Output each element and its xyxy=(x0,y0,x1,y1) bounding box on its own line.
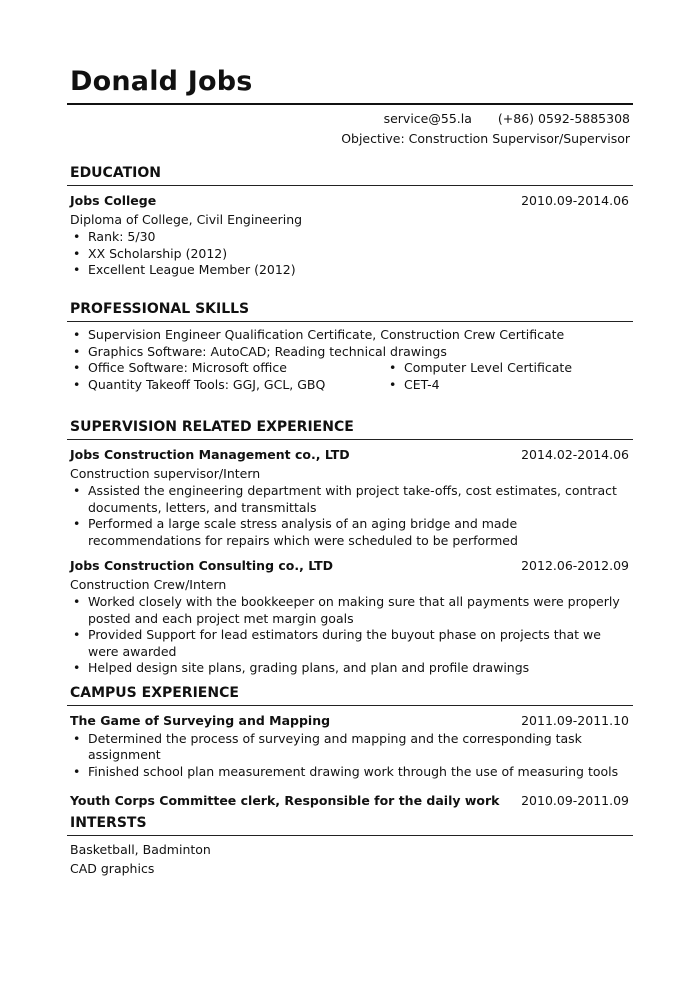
header-rule xyxy=(67,103,633,105)
skills-bullets xyxy=(70,327,633,360)
campus-row xyxy=(70,792,633,811)
list-item: • Computer Level Certificate xyxy=(386,360,626,377)
job-row xyxy=(70,446,633,465)
activity-bullets xyxy=(70,731,633,781)
section-title: CAMPUS EXPERIENCE xyxy=(70,685,239,701)
job-dates: 2012.06-2012.09 xyxy=(521,558,629,573)
section-title: EDUCATION xyxy=(70,165,161,181)
list-item: • Finished school plan measurement drawing work through the use of measuring tools xyxy=(70,764,633,781)
campus-section xyxy=(70,683,633,811)
company-name: Jobs Construction Management co., LTD xyxy=(70,447,350,462)
activity-name: The Game of Surveying and Mapping xyxy=(70,713,331,728)
degree-text: Diploma of College, Civil Engineering xyxy=(70,211,303,227)
job-dates: 2014.02-2014.06 xyxy=(521,447,629,462)
job-role: Construction supervisor/Intern xyxy=(70,465,261,481)
interest-line: Basketball, Badminton xyxy=(70,842,211,857)
list-item: • Provided Support for lead estimators during the buyout phase on projects that we were awarded xyxy=(70,627,633,660)
list-item: • Performed a large scale stress analysis of an aging bridge and made recommendations for repairs which were scheduled to be performed xyxy=(70,516,633,549)
activity-dates: 2010.09-2011.09 xyxy=(521,793,629,808)
list-item: • XX Scholarship (2012) xyxy=(70,246,633,263)
list-item: • Rank: 5/30 xyxy=(70,229,633,246)
interest-line: CAD graphics xyxy=(70,860,155,876)
list-item: • Assisted the engineering department with project take-offs, cost estimates, contract documents, letters, and transmittals xyxy=(70,483,633,516)
list-item: • Determined the process of surveying and mapping and the corresponding task assignment xyxy=(70,731,633,764)
job-bullets xyxy=(70,594,633,677)
list-item: • Worked closely with the bookkeeper on making sure that all payments were properly posted and each project met margin goals xyxy=(70,594,633,627)
list-item: • Supervision Engineer Qualification Certificate, Construction Crew Certificate xyxy=(70,327,633,344)
section-title: SUPERVISION RELATED EXPERIENCE xyxy=(70,419,354,435)
list-item: • Graphics Software: AutoCAD; Reading technical drawings xyxy=(70,344,633,361)
education-bullets xyxy=(70,229,633,279)
activity-dates: 2011.09-2011.10 xyxy=(521,713,629,728)
campus-row xyxy=(70,712,633,731)
section-title: INTERSTS xyxy=(70,815,147,831)
list-item: • Quantity Takeoff Tools: GGJ, GCL, GBQ xyxy=(70,377,386,394)
email-text[interactable]: service@55.la xyxy=(383,111,472,126)
education-section xyxy=(70,163,633,279)
contact-block xyxy=(341,109,630,149)
phone-text: (+86) 0592-5885308 xyxy=(497,111,630,126)
job-row xyxy=(70,557,633,576)
contact-line xyxy=(341,109,630,129)
objective-text: Objective: Construction Supervisor/Supervisor xyxy=(341,131,630,146)
section-title: PROFESSIONAL SKILLS xyxy=(70,301,250,317)
skills-two-column xyxy=(70,360,633,393)
job-role: Construction Crew/Intern xyxy=(70,576,227,592)
skills-section xyxy=(70,299,633,393)
skills-left-column xyxy=(70,360,386,393)
list-item: • Office Software: Microsoft office xyxy=(70,360,386,377)
education-dates: 2010.09-2014.06 xyxy=(521,193,629,208)
skills-right-column xyxy=(386,360,626,393)
job-bullets xyxy=(70,483,633,549)
candidate-name: Donald Jobs xyxy=(70,66,253,97)
list-item: • Excellent League Member (2012) xyxy=(70,262,633,279)
company-name: Jobs Construction Consulting co., LTD xyxy=(70,558,334,573)
supervision-section xyxy=(70,417,633,677)
list-item: • Helped design site plans, grading plans, and plan and profile drawings xyxy=(70,660,633,677)
list-item: • CET-4 xyxy=(386,377,626,394)
interests-section xyxy=(70,813,633,878)
activity-name: Youth Corps Committee clerk, Responsible for the daily work xyxy=(70,793,500,808)
school-name: Jobs College xyxy=(70,193,157,208)
education-row xyxy=(70,192,633,211)
